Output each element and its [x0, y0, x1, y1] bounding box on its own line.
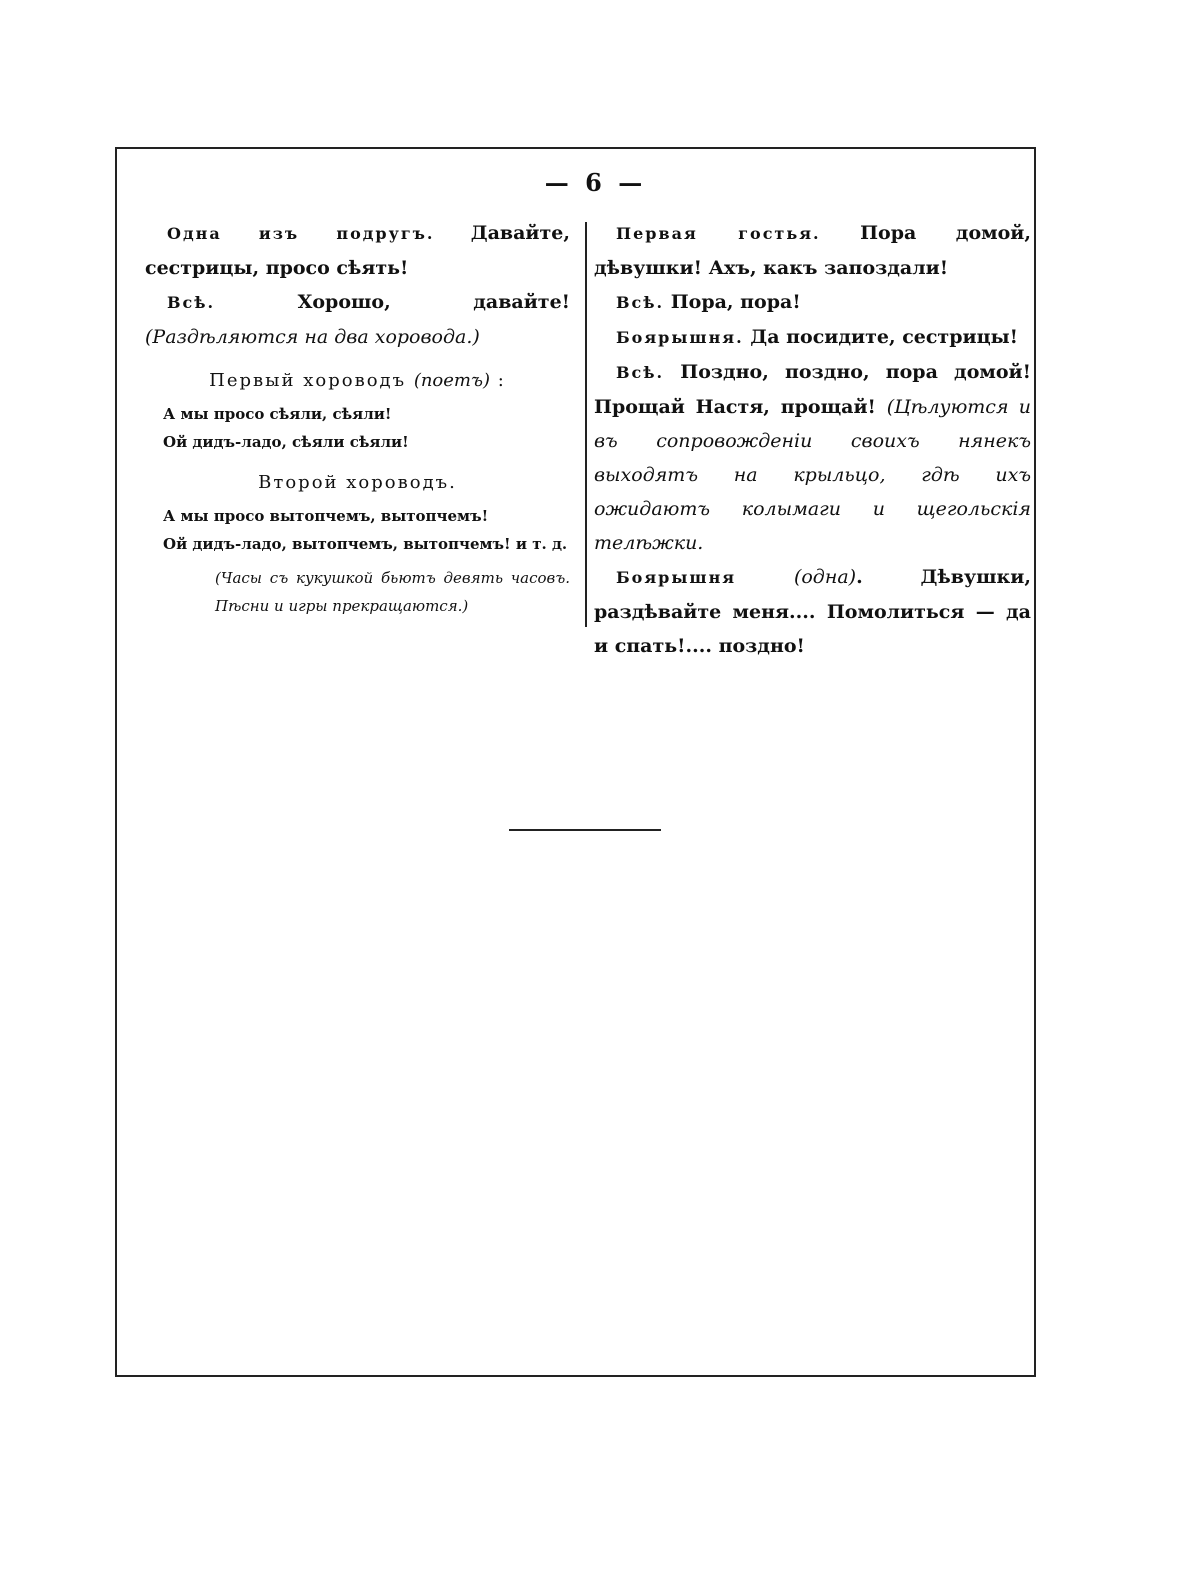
- speech-text: Пора домой, дѣвушки! Ахъ, какъ запоздали!: [594, 222, 1032, 279]
- right-column: [594, 216, 1031, 663]
- speech-text: Давайте, сестрицы, просо сѣять!: [145, 222, 570, 279]
- right-paragraph-2: [594, 285, 1031, 320]
- section-rule: [509, 829, 661, 831]
- left-column: [145, 216, 570, 620]
- song-line: Ой дидъ-ладо, вытопчемъ, вытопчемъ! и т. д.: [163, 535, 568, 553]
- right-paragraph-5: [594, 560, 1031, 663]
- right-paragraph-1: [594, 216, 1031, 285]
- chorus-heading-1: [145, 366, 570, 396]
- speaker-name: Боярышня: [616, 568, 737, 587]
- speech-text: Поздно, поздно, пора домой! Прощай Настя, прощай!: [594, 361, 1031, 418]
- speaker-name: Всѣ.: [167, 293, 216, 312]
- stage-direction-final: (Часы съ кукушкой бьютъ девять часовъ. Пѣсни и игры прекращаются.): [215, 569, 570, 615]
- stage-direction: (одна): [793, 566, 857, 588]
- page-number: — 6 —: [544, 168, 647, 197]
- speaker-name: Всѣ.: [616, 293, 665, 312]
- column-divider: [585, 222, 587, 627]
- song-line: А мы просо сѣяли, сѣяли!: [163, 405, 392, 423]
- speech-text: . Дѣвушки, раздѣвайте меня.... Помолиться — да и спать!.... поздно!: [594, 566, 1031, 657]
- left-paragraph-1: [145, 216, 570, 285]
- stage-direction: (Цѣлуются и въ сопровожденіи своихъ нянекъ выходятъ на крыльцо, гдѣ ихъ ожидаютъ колымаги и щегольскія телѣжки.: [594, 396, 1031, 554]
- chorus-name: Первый хороводъ: [209, 370, 407, 391]
- speaker-name: Боярышня.: [616, 328, 744, 347]
- right-paragraph-4: [594, 355, 1031, 560]
- stage-direction: (поетъ): [413, 370, 491, 391]
- right-paragraph-3: [594, 320, 1031, 355]
- speaker-name: Всѣ.: [616, 363, 665, 382]
- left-paragraph-2: [145, 285, 570, 354]
- heading-colon: :: [490, 370, 506, 391]
- stage-direction: (Раздѣляются на два хоровода.): [145, 326, 480, 348]
- song-line: А мы просо вытопчемъ, вытопчемъ!: [163, 507, 489, 525]
- speaker-name: Первая гостья.: [616, 224, 821, 243]
- speaker-name: Одна изъ подругъ.: [167, 224, 435, 243]
- chorus-heading-2: Второй хороводъ.: [258, 472, 457, 493]
- speech-text: Пора, пора!: [664, 291, 801, 313]
- speech-text: Хорошо, давайте!: [215, 291, 570, 313]
- song-line: Ой дидъ-ладо, сѣяли сѣяли!: [163, 433, 409, 451]
- speech-text: Да посидите, сестрицы!: [743, 326, 1019, 348]
